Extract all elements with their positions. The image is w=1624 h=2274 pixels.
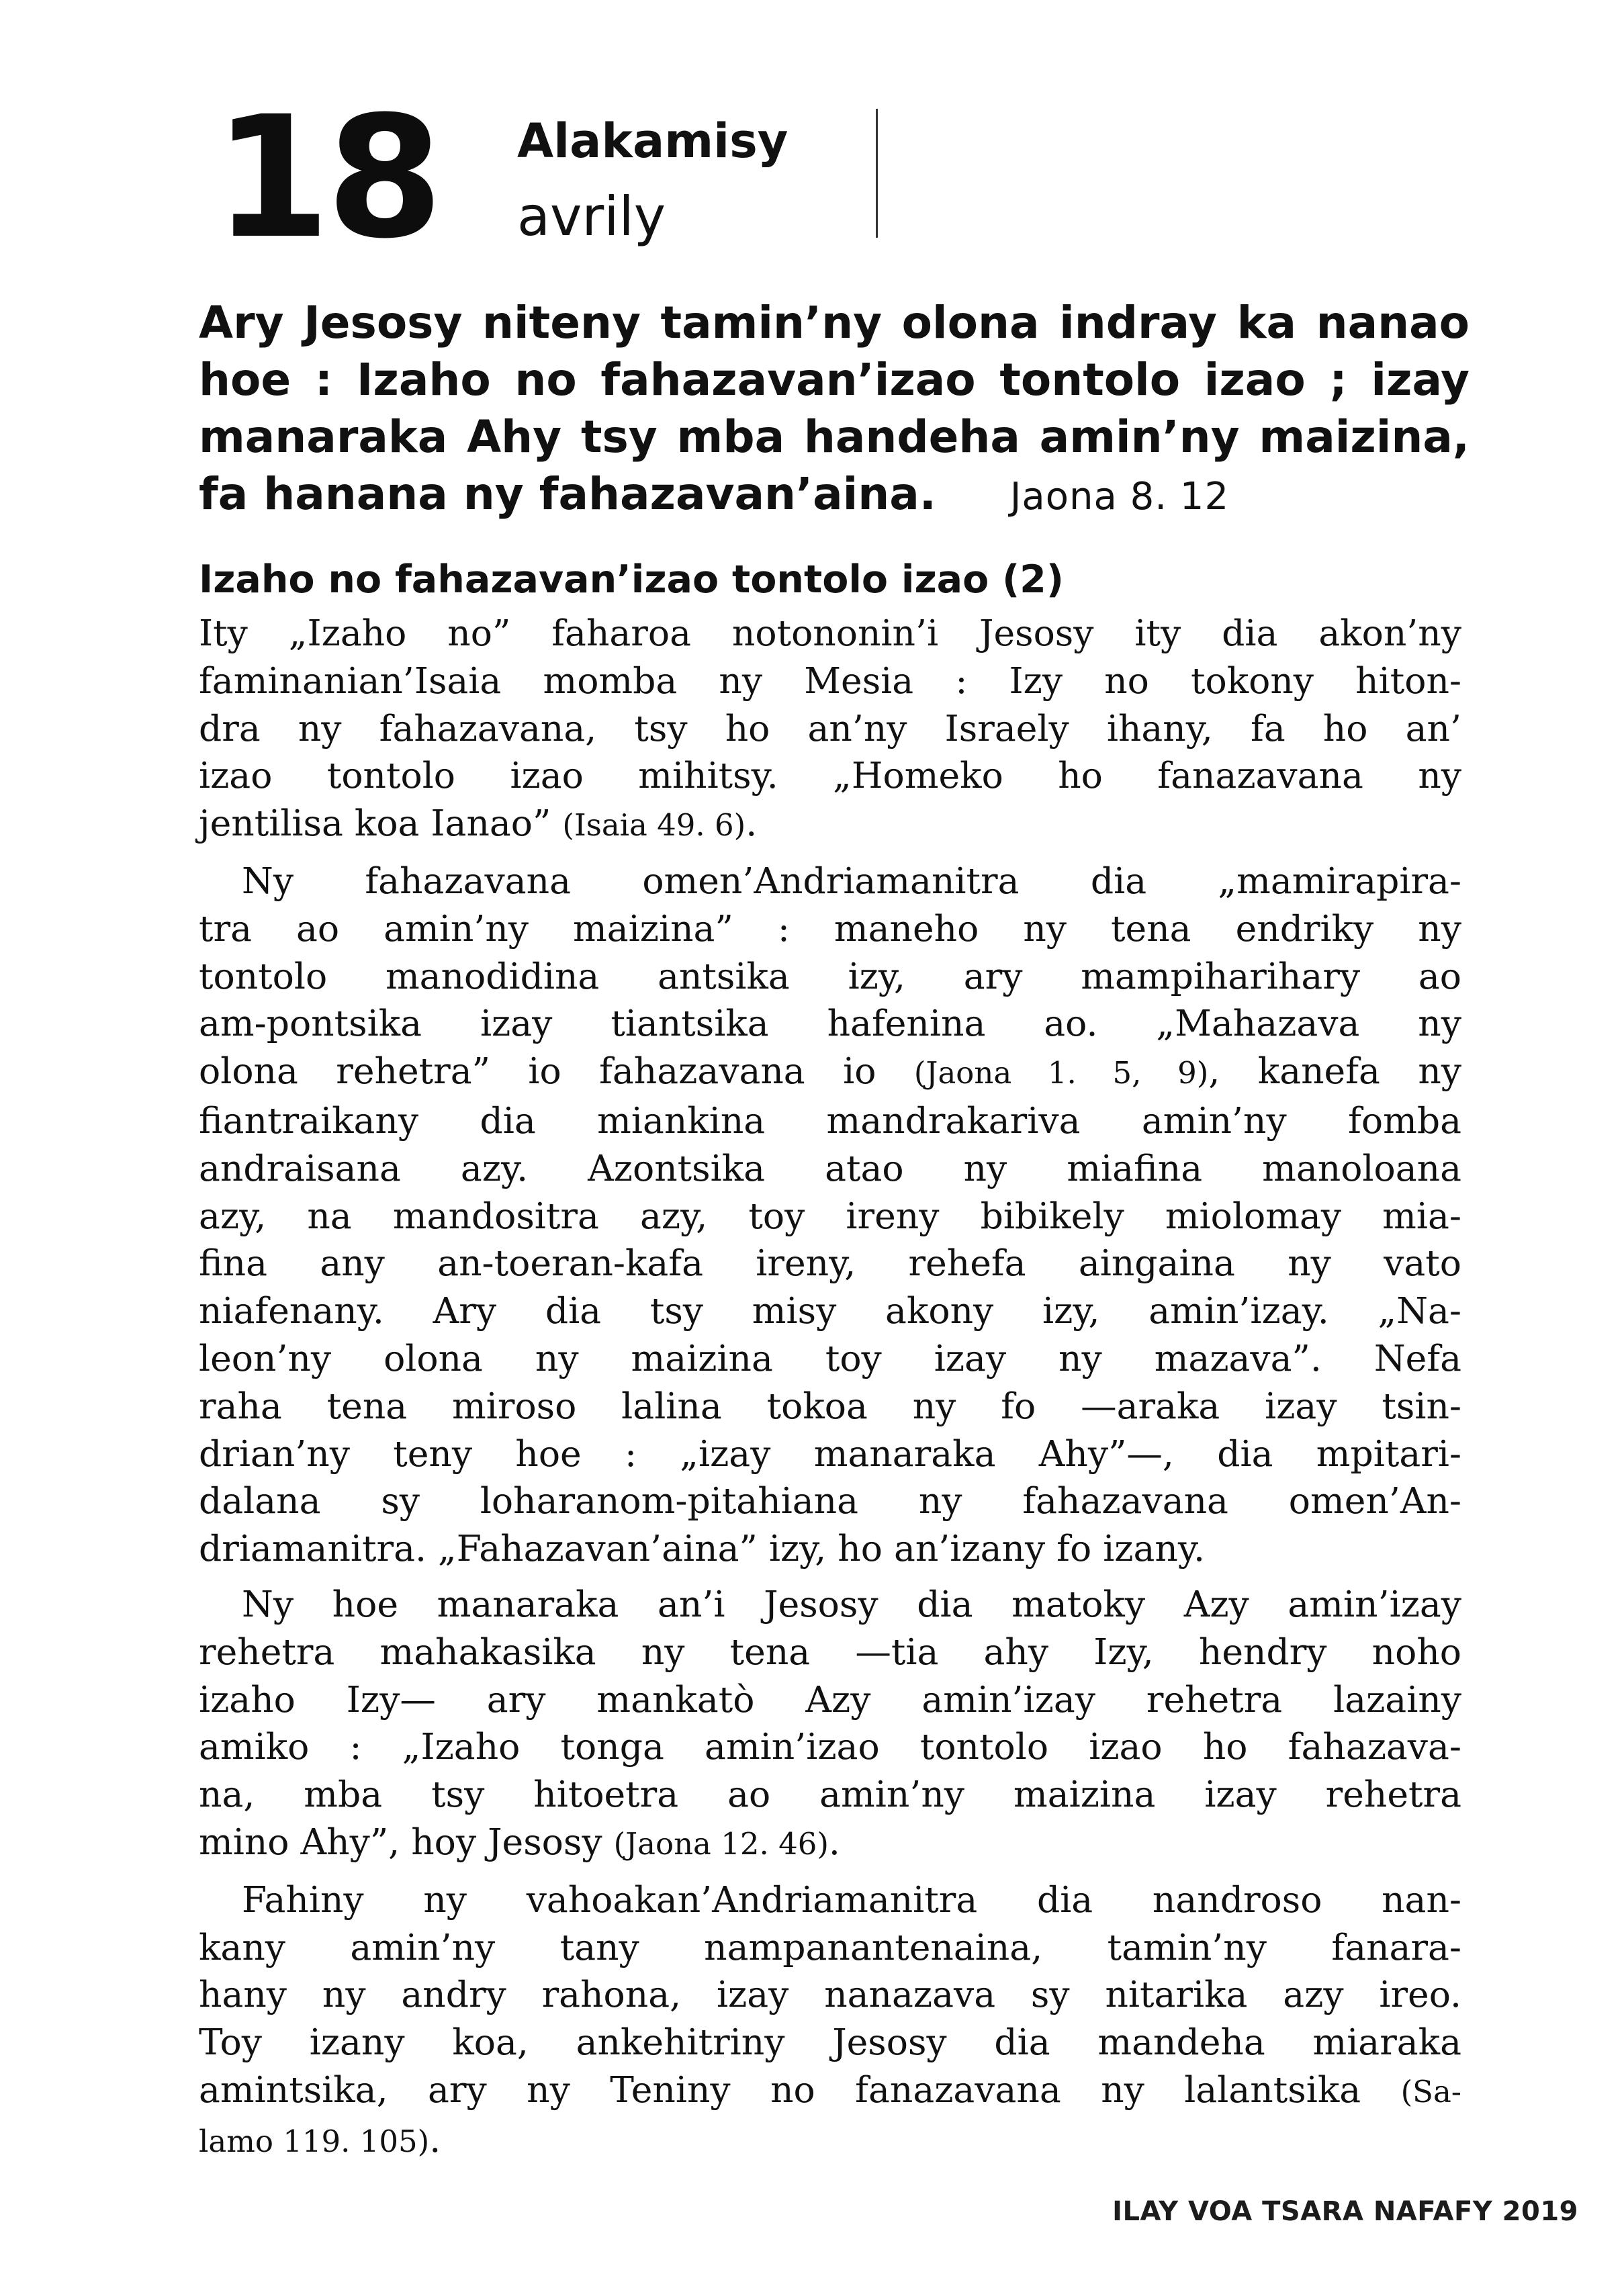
line-text: . <box>828 1820 840 1863</box>
text-line: faminanian’Isaia momba ny Mesia : Izy no tokony hiton- <box>199 659 1461 702</box>
scripture-reference: (Sa- <box>1400 2073 1461 2109</box>
text-line: kany amin’ny tany nampanantenaina, tamin’ny fanara- <box>199 1925 1461 1968</box>
devotion-body <box>199 610 1461 2166</box>
text-line: dra ny fahazavana, tsy ho an’ny Israely ihany, fa ho an’ <box>199 707 1461 749</box>
text-line: amiko : „Izaho tonga amin’izao tontolo izao ho fahazava- <box>199 1725 1461 1768</box>
text-line <box>199 2066 1461 2116</box>
text-line: rehetra mahakasika ny tena —tia ahy Izy, hendry noho <box>199 1630 1461 1673</box>
line-text: amintsika, ary ny Teniny no fanazavana ny lalantsika <box>199 2068 1361 2111</box>
line-text: mino Ahy”, hoy Jesosy <box>199 1820 602 1863</box>
header-divider <box>876 109 878 238</box>
text-line: Toy izany koa, ankehitriny Jesosy dia mandeha miaraka <box>199 2021 1461 2064</box>
scripture-reference: (Jaona 12. 46) <box>613 1825 829 1862</box>
day-number: 18 <box>214 80 439 275</box>
text-line: hany ny andry rahona, izay nanazava sy nitarika azy ireo. <box>199 1973 1461 2016</box>
text-line: raha tena miroso lalina tokoa ny fo —araka izay tsin- <box>199 1384 1461 1427</box>
text-line: azy, na mandositra azy, toy ireny bibikely miolomay mia- <box>199 1194 1461 1237</box>
publication-footer: ILAY VOA TSARA NAFAFY 2019 <box>1112 2196 1578 2227</box>
text-line: driamanitra. „Fahazavan’aina” izy, ho an’izany fo izany. <box>199 1527 1205 1570</box>
month: avrily <box>517 185 666 248</box>
text-line: am-pontsika izay tiantsika hafenina ao. „Mahazava ny <box>199 1002 1461 1045</box>
text-line: drian’ny teny hoe : „izay manaraka Ahy”—, dia mpitari- <box>199 1432 1461 1475</box>
devotion-title: Izaho no fahazavan’izao tontolo izao (2) <box>199 557 1064 602</box>
text-line <box>199 1048 1461 1097</box>
line-text: . <box>429 2118 441 2161</box>
scripture-reference: (Jaona 1. 5, 9) <box>913 1055 1209 1091</box>
text-line: leon’ny olona ny maizina toy izay ny mazava”. Nefa <box>199 1336 1461 1379</box>
verse-reference: Jaona 8. 12 <box>1009 475 1230 518</box>
scripture-reference: (Isaia 49. 6) <box>562 807 746 844</box>
text-line: andraisana azy. Azontsika atao ny miafina manoloana <box>199 1146 1461 1189</box>
text-line <box>199 2116 1461 2166</box>
daily-verse <box>199 294 1470 525</box>
text-line: dalana sy loharanom-pitahiana ny fahazavana omen’An- <box>199 1480 1461 1522</box>
text-line: fiantraikany dia miankina mandrakariva amin’ny fomba <box>199 1099 1461 1142</box>
text-line: izao tontolo izao mihitsy. „Homeko ho fanazavana ny <box>199 754 1461 797</box>
weekday: Alakamisy <box>517 113 788 169</box>
scripture-reference: lamo 119. 105) <box>199 2123 430 2159</box>
line-text: jentilisa koa Ianao” <box>199 802 551 845</box>
verse-text: Ary Jesosy niteny tamin’ny olona indray ka nanao hoe : Izaho no fahazavan’izao tontolo izao ; izay manaraka Ahy tsy mba handeha amin’ny maizina, fa hanana ny fahazavan’aina. <box>199 297 1470 520</box>
line-text: , kanefa ny <box>1208 1050 1462 1093</box>
text-line: Fahiny ny vahoakan’Andriamanitra dia nandroso nan- <box>242 1878 1461 1921</box>
line-text: olona rehetra” io fahazavana io <box>199 1050 876 1093</box>
text-line: niafenany. Ary dia tsy misy akony izy, amin’izay. „Na- <box>199 1289 1461 1332</box>
text-line: tontolo manodidina antsika izy, ary mampiharihary ao <box>199 954 1461 997</box>
text-line: tra ao amin’ny maizina” : maneho ny tena endriky ny <box>199 907 1461 950</box>
text-line: Ny fahazavana omen’Andriamanitra dia „mamirapira- <box>242 859 1461 902</box>
text-line: fina any an-toeran-kafa ireny, rehefa aingaina ny vato <box>199 1242 1461 1285</box>
text-line: Ity „Izaho no” faharoa notononin’i Jesosy ity dia akon’ny <box>199 612 1461 654</box>
line-text: . <box>746 802 758 845</box>
text-line: na, mba tsy hitoetra ao amin’ny maizina izay rehetra <box>199 1773 1461 1816</box>
text-line <box>199 800 1461 850</box>
text-line <box>199 1819 1461 1868</box>
text-line: Ny hoe manaraka an’i Jesosy dia matoky Azy amin’izay <box>242 1582 1461 1625</box>
text-line: izaho Izy— ary mankatò Azy amin’izay rehetra lazainy <box>199 1678 1461 1721</box>
